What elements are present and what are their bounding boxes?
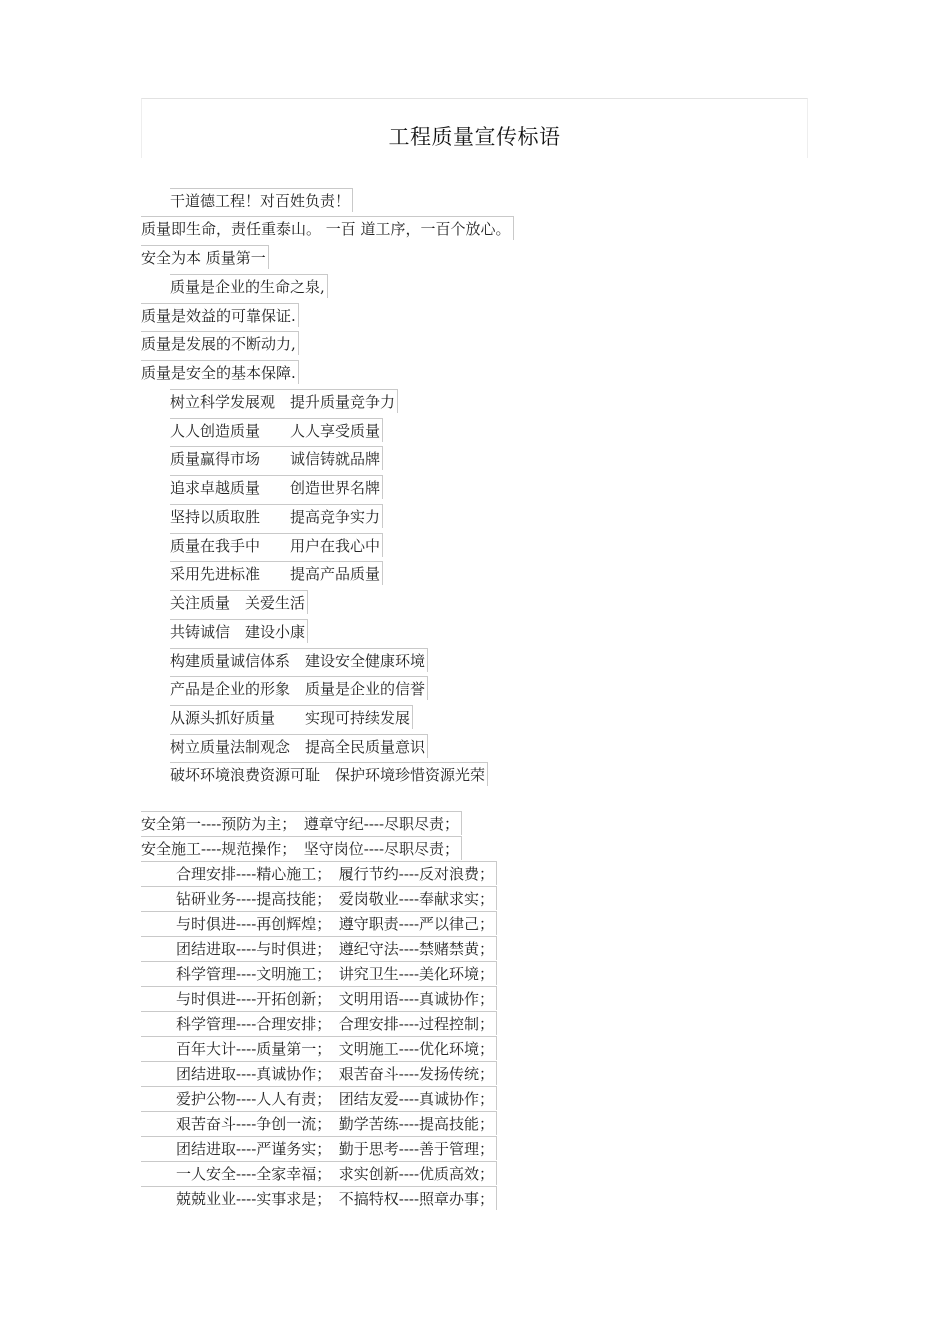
- slogan-line: 质量是发展的不断动力,: [141, 331, 299, 355]
- motto-line: 科学管理----文明施工； 讲究卫生----美化环境；: [141, 961, 497, 985]
- slogan-line: 人人创造质量 人人享受质量: [170, 418, 383, 442]
- motto-line: 钻研业务----提高技能； 爱岗敬业----奉献求实；: [141, 886, 497, 910]
- motto-line: 安全第一----预防为主； 遵章守纪----尽职尽责；: [141, 811, 462, 835]
- motto-line: 一人安全----全家幸福； 求实创新----优质高效；: [141, 1161, 497, 1185]
- slogan-line: 从源头抓好质量 实现可持续发展: [170, 705, 413, 729]
- slogan-line: 树立质量法制观念 提高全民质量意识: [170, 734, 428, 758]
- motto-line: 与时俱进----开拓创新； 文明用语----真诚协作；: [141, 986, 497, 1010]
- motto-line: 科学管理----合理安排； 合理安排----过程控制；: [141, 1011, 497, 1035]
- slogan-line: 采用先进标准 提高产品质量: [170, 561, 383, 585]
- motto-line: 团结进取----与时俱进； 遵纪守法----禁赌禁黄；: [141, 936, 497, 960]
- motto-line: 爱护公物----人人有责； 团结友爱----真诚协作；: [141, 1086, 497, 1110]
- document-title: 工程质量宣传标语: [388, 125, 561, 149]
- motto-line: 合理安排----精心施工； 履行节约----反对浪费；: [141, 861, 497, 885]
- motto-line: 团结进取----真诚协作； 艰苦奋斗----发扬传统；: [141, 1061, 497, 1085]
- motto-line: 百年大计----质量第一； 文明施工----优化环境；: [141, 1036, 497, 1060]
- motto-line: 与时俱进----再创辉煌； 遵守职责----严以律己；: [141, 911, 497, 935]
- slogan-line: 坚持以质取胜 提高竞争实力: [170, 504, 383, 528]
- slogan-line: 共铸诚信 建设小康: [170, 619, 308, 643]
- slogan-line: 关注质量 关爱生活: [170, 590, 308, 614]
- motto-line: 团结进取----严谨务实； 勤于思考----善于管理；: [141, 1136, 497, 1160]
- motto-line: 兢兢业业----实事求是； 不搞特权----照章办事；: [141, 1186, 497, 1210]
- title-frame: [141, 98, 808, 158]
- slogan-line: 破坏环境浪费资源可耻 保护环境珍惜资源光荣: [170, 762, 488, 786]
- motto-line: 艰苦奋斗----争创一流； 勤学苦练----提高技能；: [141, 1111, 497, 1135]
- slogan-line: 质量在我手中 用户在我心中: [170, 533, 383, 557]
- slogan-line: 产品是企业的形象 质量是企业的信誉: [170, 676, 428, 700]
- slogan-line: 干道德工程！对百姓负责！: [170, 188, 353, 212]
- slogan-line: 构建质量诚信体系 建设安全健康环境: [170, 648, 428, 672]
- slogan-line: 质量是安全的基本保障.: [141, 360, 299, 384]
- slogan-line: 安全为本 质量第一: [141, 245, 269, 269]
- slogan-line: 追求卓越质量 创造世界名牌: [170, 475, 383, 499]
- motto-line: 安全施工----规范操作； 坚守岗位----尽职尽责；: [141, 836, 462, 860]
- slogan-line: 质量即生命，责任重泰山。 一百 道工序，一百个放心。: [141, 216, 514, 240]
- slogan-line: 质量是企业的生命之泉,: [170, 274, 328, 298]
- slogan-line: 树立科学发展观 提升质量竞争力: [170, 389, 398, 413]
- slogan-line: 质量是效益的可靠保证.: [141, 303, 299, 327]
- slogan-line: 质量赢得市场 诚信铸就品牌: [170, 446, 383, 470]
